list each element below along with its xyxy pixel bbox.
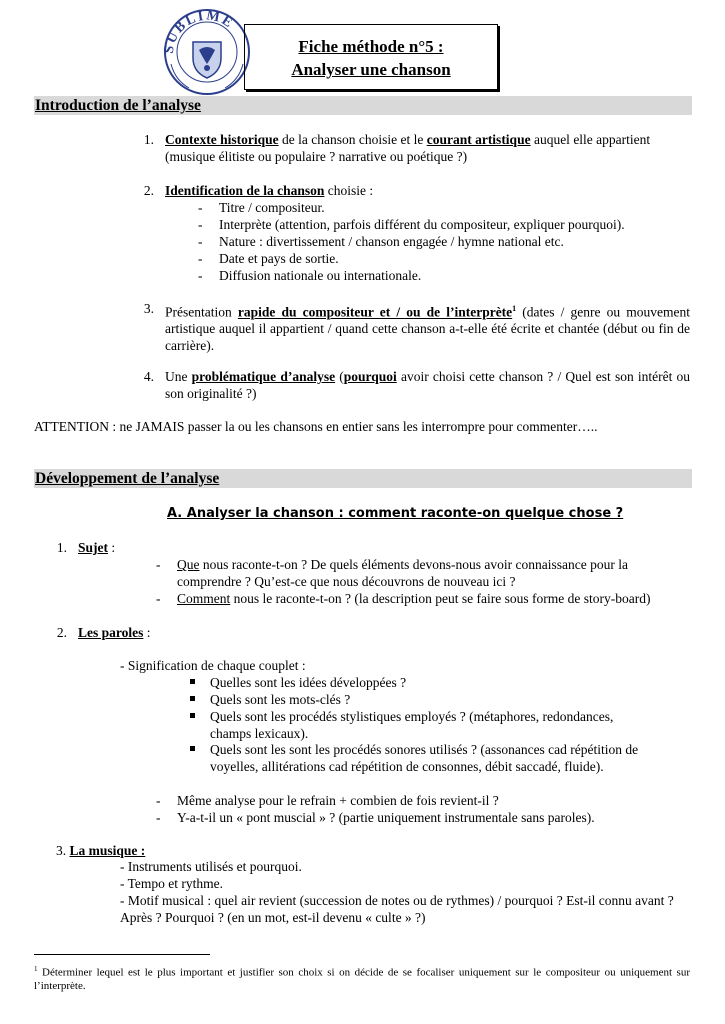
- dash-marker: -: [156, 557, 161, 572]
- paroles-point-3: Quels sont les procédés stylistiques employés ? (métaphores, redondances, champs lexicaux).: [210, 709, 614, 741]
- intro-item1-key1: Contexte historique: [165, 132, 279, 147]
- footnote-ref: 1: [512, 304, 517, 313]
- paroles-number: 2.: [56, 625, 67, 640]
- intro-bullet-4: Date et pays de sortie.: [219, 251, 339, 266]
- dash-marker: -: [156, 591, 161, 606]
- musique-label: La musique :: [69, 843, 146, 858]
- intro-item3-number: 3.: [143, 301, 154, 316]
- sujet-que-text: nous raconte-t-on ? De quels éléments devons-nous avoir connaissance pour la comprendre ? Qu’est-ce que nous découvrons de nouveau ici ?: [177, 557, 628, 589]
- intro-bullet-2: Interprète (attention, parfois différent du compositeur, expliquer pourquoi).: [219, 217, 625, 232]
- footnote: [34, 963, 690, 993]
- intro-item4-text1: Une: [165, 369, 192, 384]
- dash-marker: -: [198, 200, 203, 215]
- square-bullet: [190, 696, 195, 701]
- paroles-label-line: [78, 625, 151, 642]
- sujet-comment-key: Comment: [177, 591, 231, 606]
- intro-heading: Introduction de l’analyse: [35, 97, 201, 114]
- sujet-que-key: Que: [177, 557, 200, 572]
- intro-item3-text2: (dates / genre ou mouvement artistique auquel il appartient / quand cette chanson a-t-elle été écrite et chantée (début ou fin de carrière).: [165, 304, 690, 353]
- musique-number: 3.: [56, 843, 67, 858]
- musique-line-1: - Instruments utilisés et pourquoi.: [120, 859, 302, 874]
- intro-item3: [165, 301, 690, 354]
- page-title-line2: Analyser une chanson: [291, 60, 451, 79]
- paroles-pont: Y-a-t-il un « pont muscial » ? (partie uniquement instrumentale sans paroles).: [177, 810, 595, 825]
- attention-note: ATTENTION : ne JAMAIS passer la ou les chansons en entier sans les interrompre pour commenter…..: [34, 419, 598, 434]
- sujet-que: [177, 557, 687, 590]
- musique-label-line: [56, 843, 145, 860]
- paroles-point-1: Quelles sont les idées développées ?: [210, 675, 407, 690]
- intro-item2-text: choisie :: [324, 183, 374, 198]
- title-box: [244, 24, 498, 90]
- intro-item2: [165, 183, 690, 200]
- intro-bullet-1: Titre / compositeur.: [219, 200, 325, 215]
- intro-item4-text2: (: [335, 369, 344, 384]
- footnote-separator: [34, 954, 210, 955]
- dash-marker: -: [156, 810, 161, 825]
- intro-bullet-3: Nature : divertissement / chanson engagée / hymne national etc.: [219, 234, 564, 249]
- dev-heading: Développement de l’analyse: [35, 470, 220, 487]
- paroles-refrain: Même analyse pour le refrain + combien de fois revient-il ?: [177, 793, 499, 808]
- sujet-label-line: [78, 540, 115, 557]
- intro-item3-text1: Présentation: [165, 304, 238, 320]
- square-bullet: [190, 679, 195, 684]
- dash-marker: -: [198, 268, 203, 283]
- logo-lettering: SUBLIME: [163, 8, 237, 55]
- paroles-point-2: Quels sont les mots-clés ?: [210, 692, 351, 707]
- dash-marker: -: [198, 251, 203, 266]
- intro-section-header: [34, 96, 692, 115]
- intro-item1-text1: de la chanson choisie et le: [278, 132, 427, 147]
- intro-item2-key: Identification de la chanson: [165, 183, 325, 198]
- intro-item4-key2: pourquoi: [343, 369, 397, 384]
- intro-item1-key2: courant artistique: [426, 132, 531, 147]
- intro-item1-text2: auquel elle appartient (musique élitiste ou populaire ? narrative ou poétique ?): [165, 132, 651, 164]
- intro-item1-number: 1.: [143, 132, 154, 147]
- intro-bullet-5: Diffusion nationale ou internationale.: [219, 268, 422, 283]
- dev-section-header: [34, 469, 692, 488]
- sujet-colon: :: [108, 540, 116, 555]
- footnote-text: Déterminer lequel est le plus important et justifier son choix si on décide de se focaliser uniquement sur le compositeur ou uniquement sur l’interprète.: [34, 966, 690, 992]
- sujet-comment: [177, 591, 707, 608]
- intro-item3-key: rapide du compositeur et / ou de l’interprète: [237, 304, 513, 320]
- paroles-point-4: Quels sont les sont les procédés sonores utilisés ? (assonances cad répétition de voyelles, allitérations cad répétition de consonnes, débit saccadé, fluide).: [210, 742, 639, 774]
- intro-item4-key1: problématique d’analyse: [191, 369, 336, 384]
- footnote-mark: 1: [34, 965, 38, 973]
- sujet-label: Sujet: [78, 540, 108, 555]
- sujet-number: 1.: [56, 540, 67, 555]
- intro-item2-number: 2.: [143, 183, 154, 198]
- paroles-colon: :: [143, 625, 151, 640]
- intro-item1: [165, 132, 690, 165]
- intro-item4: [165, 369, 690, 402]
- dash-marker: -: [156, 793, 161, 808]
- intro-item4-number: 4.: [143, 369, 154, 384]
- intro-item4-text3: avoir choisi cette chanson ? / Quel est son intérêt ou son originalité ?): [165, 369, 691, 401]
- paroles-label: Les paroles: [78, 625, 144, 640]
- dash-marker: -: [198, 217, 203, 232]
- musique-line-3: - Motif musical : quel air revient (succession de notes ou de rythmes) / pourquoi ? Est-il connu avant ? Après ? Pourquoi ? (en un mot, est-il devenu « culte » ?): [120, 893, 674, 925]
- dev-subheading: A. Analyser la chanson : comment raconte-on quelque chose ?: [167, 506, 624, 521]
- paroles-signification: - Signification de chaque couplet :: [120, 658, 306, 673]
- musique-line-2: - Tempo et rythme.: [120, 876, 224, 891]
- page-title-line1: Fiche méthode n°5 :: [298, 37, 444, 56]
- square-bullet: [190, 713, 195, 718]
- school-logo: [163, 8, 251, 96]
- square-bullet: [190, 746, 195, 751]
- sujet-comment-text: nous le raconte-t-on ? (la description peut se faire sous forme de story-board): [230, 591, 651, 606]
- dash-marker: -: [198, 234, 203, 249]
